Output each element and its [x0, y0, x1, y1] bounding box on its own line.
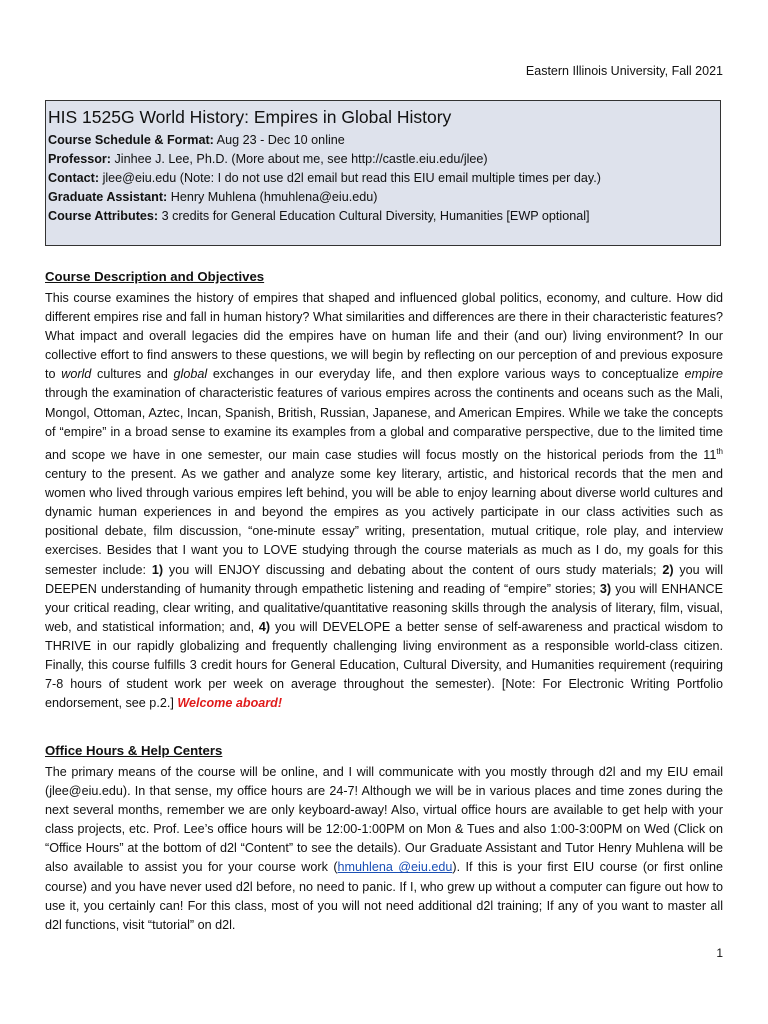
- contact-label: Contact:: [48, 171, 100, 185]
- description-text-5: century to the present. As we gather and analyze some key literary, artistic, and historical records that the men and women who lived through various empires left behind, you will be able to enjoy learning about diverse world cultures and dynamic human experiences in and beyond the empires as you actively participate in our class activities such as positional debate, film discussion, “one-minute essay” writing, presentation, mutual critique, role play, and interview exercises. Besides that I want you to LOVE studying through the course materials as much as I do, my goals for this semester include:: [45, 467, 723, 577]
- contact-line: [48, 169, 716, 188]
- graduate-assistant-label: Graduate Assistant:: [48, 190, 168, 204]
- contact-value: jlee@eiu.edu (Note: I do not use d2l email but read this EIU email multiple times per day.): [102, 171, 601, 185]
- professor-value: Jinhee J. Lee, Ph.D. (More about me, see http://castle.eiu.edu/jlee): [114, 152, 488, 166]
- goal-text-4: you will DEVELOPE a better sense of self-awareness and practical wisdom to THRIVE in our rapidly globalizing and frequently challenging living environment as a responsible world-class citizen. Finally, this course fulfills 3 credit hours for General Education, Cultural Diversity, and Humanities requirement (requiring 7-8 hours of student work per week on average throughout the semester). [Note: For Electronic Writing Portfolio endorsement, see p.2.]: [45, 619, 723, 711]
- institution-term: Eastern Illinois University, Fall 2021: [525, 64, 723, 78]
- course-info-box: [45, 100, 721, 246]
- emphasis-empire: empire: [684, 367, 724, 382]
- description-heading: Course Description and Objectives: [45, 269, 265, 284]
- goal-number-4: 4): [258, 619, 271, 634]
- course-schedule-label: Course Schedule & Format:: [48, 133, 214, 147]
- description-text-2: cultures and: [97, 367, 168, 382]
- superscript-th: th: [716, 446, 723, 456]
- graduate-assistant-line: [48, 188, 716, 207]
- course-attributes-label: Course Attributes:: [48, 209, 159, 223]
- office-hours-heading: Office Hours & Help Centers: [45, 743, 223, 758]
- course-attributes-line: [48, 207, 716, 226]
- ga-email-link[interactable]: hmuhlena @eiu.edu: [337, 860, 453, 875]
- professor-label: Professor:: [48, 152, 111, 166]
- goal-text-3: you will ENHANCE your critical reading, clear writing, and qualitative/quantitative reasoning skills through the analysis of literary, film, visual, web, and statistical information; and,: [45, 581, 724, 634]
- office-text-2: ). If this is your first EIU course (or first online course) and you have never used d2l before, no need to panic. If I, who grew up without a computer can figure out how to use it, you certainly can! For this class, most of you will not need additional d2l training; If any of you want to master all d2l functions, visit “tutorial” on d2l.: [45, 860, 723, 932]
- description-text-4: through the examination of characteristic features of various empires across the continents and oceans such as the Mali, Mongol, Ottoman, Aztec, Incan, Spanish, British, Russian, Japanese, and American Empires. While we take the concepts of “empire” in a broad sense to examine its examples from a global and comparative perspective, due to the limited time and scope we have in one semester, our main case studies will focus mostly on the historical periods from the 11: [45, 386, 723, 462]
- welcome-aboard: Welcome aboard!: [177, 696, 283, 711]
- course-schedule-value: Aug 23 - Dec 10 online: [216, 133, 345, 147]
- office-text-1: The primary means of the course will be online, and I will communicate with you mostly through d2l and my EIU email (jlee@eiu.edu). In that sense, my office hours are 24-7! Although we will be in various places and time zones during the next several months, remember we are only keyboard-away! Also, virtual office hours are available to get help with your class projects, etc. Prof. Lee’s office hours will be 12:00-1:00PM on Mon & Tues and also 1:00-3:00PM on Wed (Click on “Office Hours” at the bottom of d2l “Content” to see the details). Our Graduate Assistant and Tutor Henry Muhlena will be also available to assist you for your course work (: [45, 765, 723, 875]
- page-number: 1: [716, 946, 723, 960]
- course-title: HIS 1525G World History: Empires in Global History: [48, 107, 452, 127]
- goal-number-3: 3): [599, 581, 612, 596]
- graduate-assistant-value: Henry Muhlena (hmuhlena@eiu.edu): [170, 190, 378, 204]
- goal-number-1: 1): [151, 562, 164, 577]
- description-text-1: This course examines the history of empires that shaped and influenced global politics, economy, and culture. How did different empires rise and fall in human history? What similarities and differences are there in their characteristic features? What impact and overall legacies did the empires have on human life and their (and our) living environment? In our collective effort to find answers to these questions, we will begin by reflecting on our perception of and previous exposure to: [45, 291, 723, 382]
- description-text-3: exchanges in our everyday life, and then explore various ways to conceptualize: [212, 367, 679, 382]
- goal-number-2: 2): [662, 562, 674, 577]
- description-paragraph: [45, 289, 723, 713]
- office-hours-paragraph: [45, 763, 723, 935]
- course-attributes-value: 3 credits for General Education Cultural Diversity, Humanities [EWP optional]: [161, 209, 590, 223]
- goal-text-2: you will DEEPEN understanding of humanity through empathetic listening and reading of “empire” stories;: [45, 562, 723, 596]
- professor-line: [48, 150, 716, 169]
- goal-text-1: you will ENJOY discussing and debating about the content of ours study materials;: [168, 562, 657, 577]
- emphasis-global: global: [173, 367, 208, 382]
- emphasis-world: world: [61, 367, 92, 382]
- course-schedule-line: [48, 131, 716, 150]
